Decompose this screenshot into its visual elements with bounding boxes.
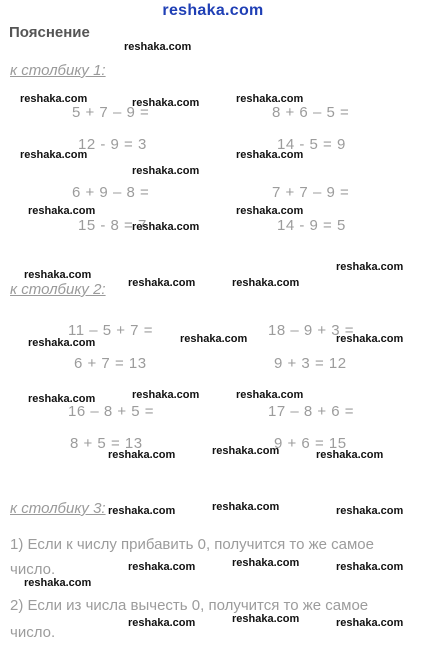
equation: 5 + 7 – 9 = [72,104,150,121]
equation: 8 + 5 = 13 [70,435,143,452]
equation: 8 + 6 – 5 = [272,104,350,121]
watermark: reshaka.com [132,165,200,177]
watermark: reshaka.com [336,617,404,629]
equation: 7 + 7 – 9 = [272,184,350,201]
watermark: reshaka.com [108,449,176,461]
watermark: reshaka.com [212,501,280,513]
watermark: reshaka.com [236,205,304,217]
page-title: Пояснение [9,24,90,41]
watermark: reshaka.com [180,333,248,345]
watermark: reshaka.com [336,561,404,573]
equation: 11 – 5 + 7 = [68,322,153,339]
watermark: reshaka.com [24,577,92,589]
equation: 16 – 8 + 5 = [68,403,155,420]
equation: 12 - 9 = 3 [78,136,147,153]
watermark: reshaka.com [316,449,384,461]
equation: 9 + 6 = 15 [274,435,347,452]
equation: 17 – 8 + 6 = [268,403,355,420]
watermark: reshaka.com [132,97,200,109]
equation: 15 - 8 = 7 [78,217,147,234]
watermark: reshaka.com [108,505,176,517]
watermark: reshaka.com [24,269,92,281]
watermark: reshaka.com [124,41,192,53]
equation: 14 - 9 = 5 [277,217,346,234]
rule-text-line: 1) Если к числу прибавить 0, получится то же самое [10,536,374,553]
watermark: reshaka.com [212,445,280,457]
rule-text-line: 2) Если из числа вычесть 0, получится то же самое [10,597,369,614]
equation: 14 - 5 = 9 [277,136,346,153]
watermark: reshaka.com [128,561,196,573]
watermark: reshaka.com [20,93,88,105]
rule-text-line: число. [10,561,56,578]
watermark: reshaka.com [20,149,88,161]
watermark: reshaka.com [232,613,300,625]
section-heading-3: к столбику 3: [10,500,106,517]
section-heading-2: к столбику 2: [10,281,106,298]
watermark: reshaka.com [236,389,304,401]
rule-text-line: число. [10,624,56,641]
equation: 18 – 9 + 3 = [268,322,355,339]
watermark: reshaka.com [232,277,300,289]
watermark: reshaka.com [28,393,96,405]
equation: 6 + 7 = 13 [74,355,147,372]
section-heading-1: к столбику 1: [10,62,106,79]
site-logo: reshaka.com [162,2,264,19]
watermark: reshaka.com [132,389,200,401]
watermark: reshaka.com [336,333,404,345]
watermark: reshaka.com [336,261,404,273]
watermark: reshaka.com [128,277,196,289]
watermark: reshaka.com [28,337,96,349]
watermark: reshaka.com [236,149,304,161]
watermark: reshaka.com [236,93,304,105]
watermark: reshaka.com [132,221,200,233]
watermark: reshaka.com [28,205,96,217]
watermark: reshaka.com [232,557,300,569]
equation: 9 + 3 = 12 [274,355,347,372]
watermark: reshaka.com [336,505,404,517]
watermark: reshaka.com [128,617,196,629]
equation: 6 + 9 – 8 = [72,184,150,201]
